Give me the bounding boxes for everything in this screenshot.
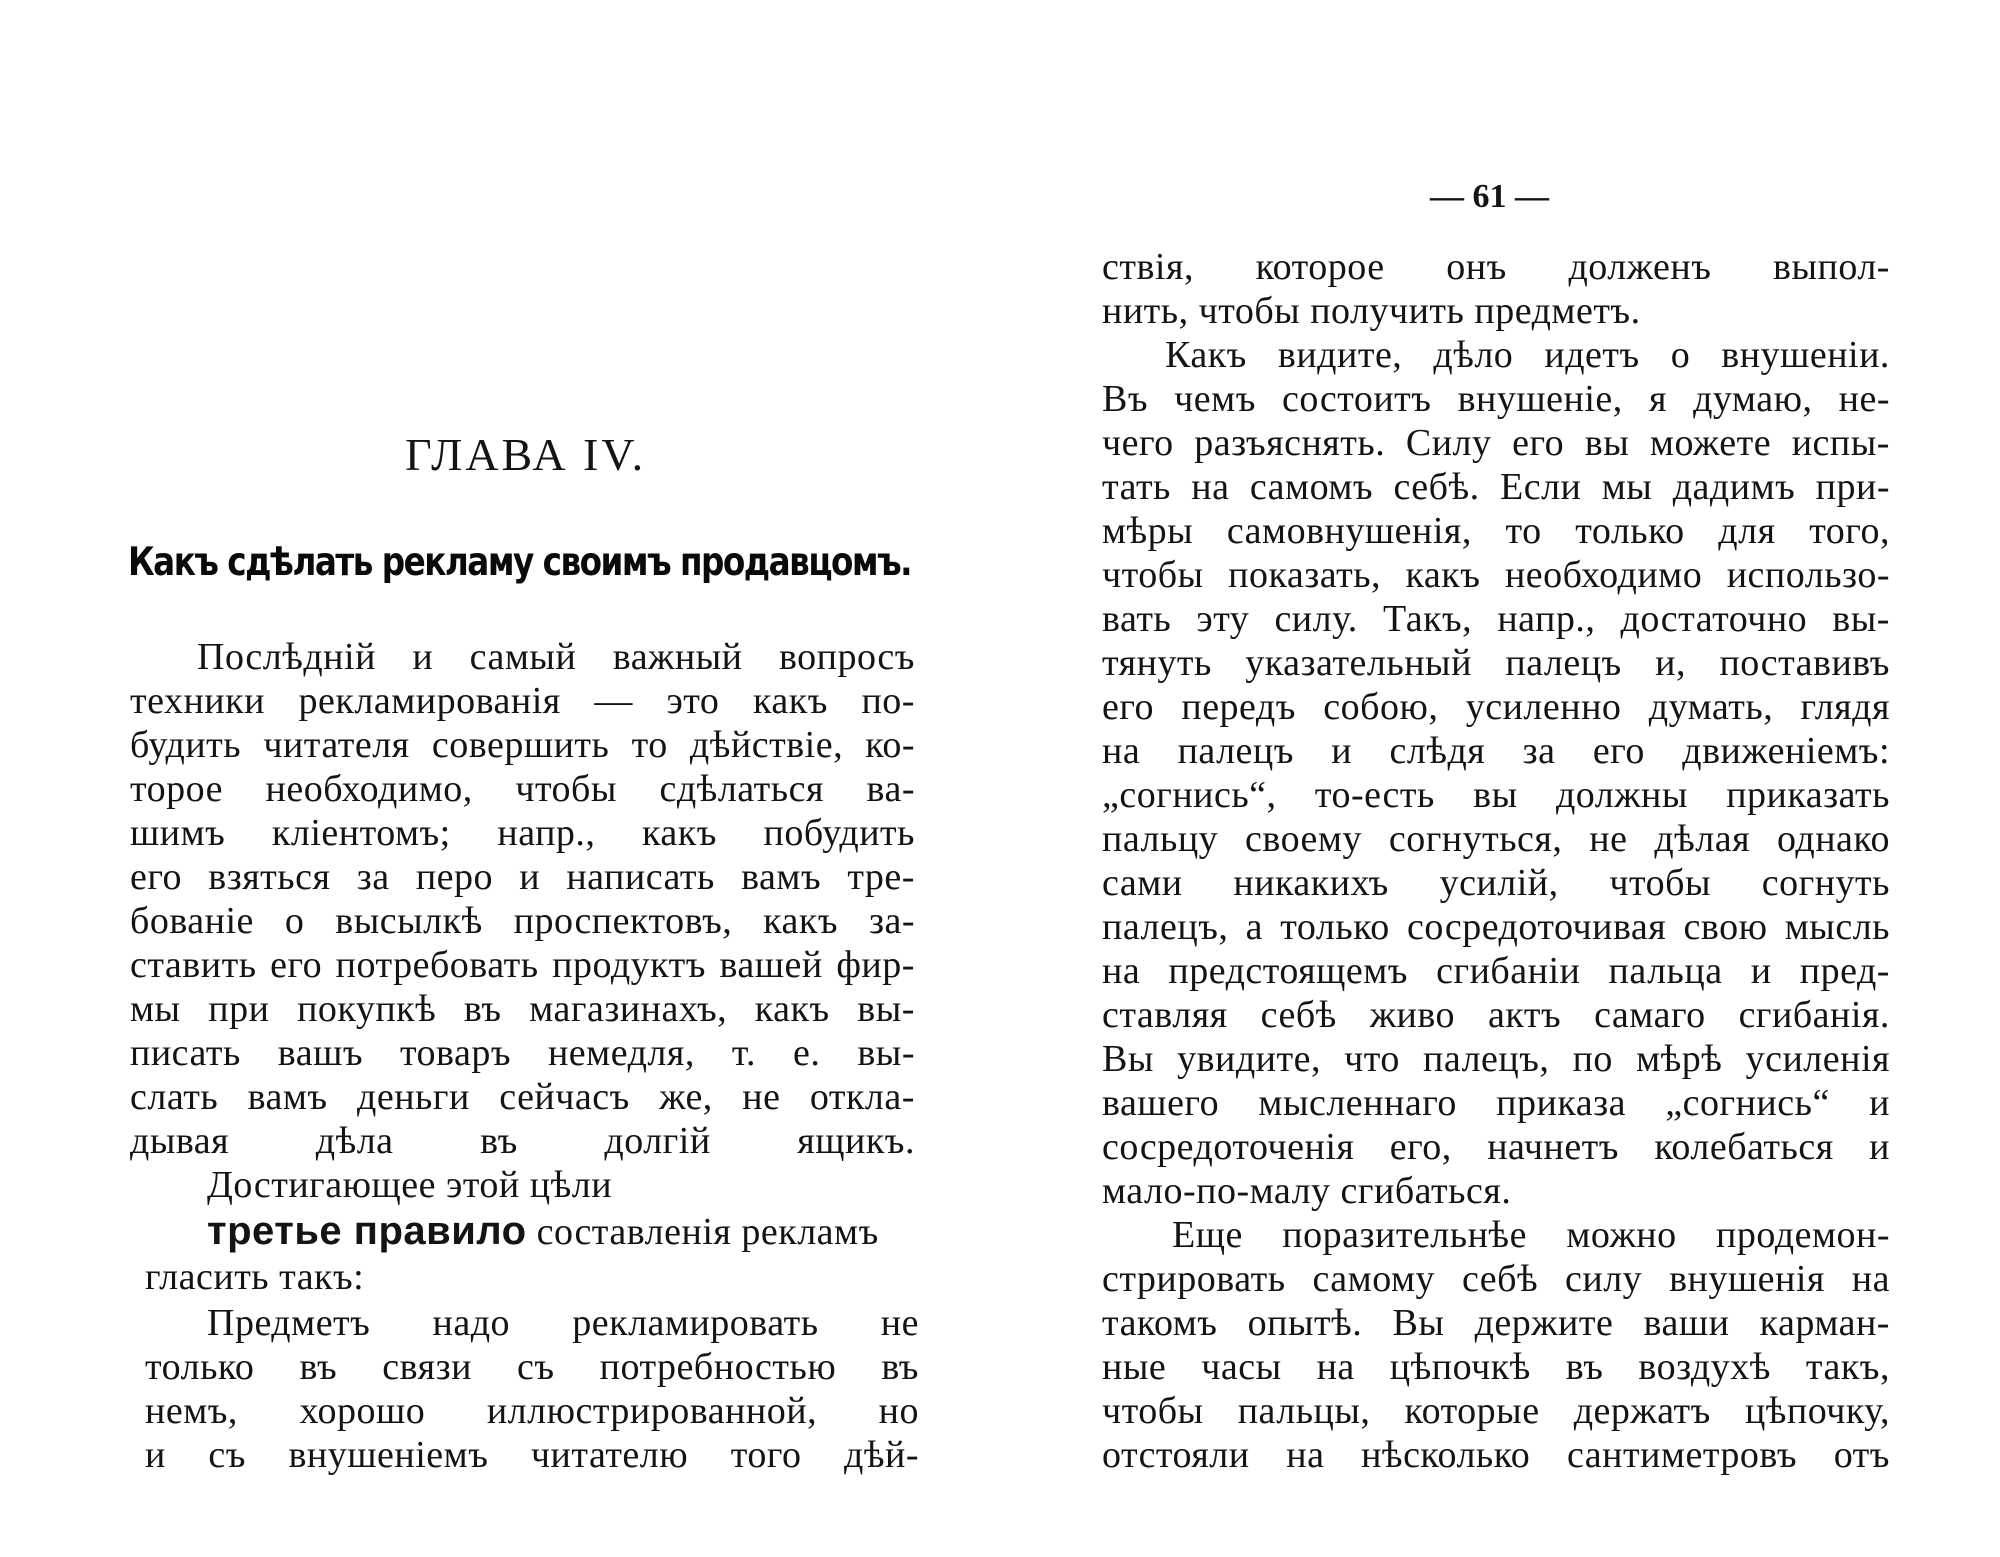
text-line: мы при покупкѣ въ магазинахъ, какъ вы-: [130, 988, 915, 1030]
text-line: чтобы пальцы, которые держатъ цѣпочку,: [1102, 1390, 1890, 1432]
text-line: стрировать самому себѣ силу внушенiя на: [1102, 1258, 1890, 1300]
text-line: мало-по-малу сгибаться.: [1102, 1170, 1512, 1212]
text-line: дывая дѣла въ долгiй ящикъ.: [130, 1120, 915, 1162]
text-line-goal: Достигающее этой цѣли: [207, 1164, 613, 1206]
chapter-heading: ГЛАВА IV.: [405, 429, 647, 480]
text-line: Предметъ надо рекламировать не: [207, 1302, 919, 1344]
text-line: „согнись“, то-есть вы должны приказать: [1102, 774, 1890, 816]
text-line: сами никакихъ усилiй, чтобы согнуть: [1102, 862, 1890, 904]
text-line-reads: гласить такъ:: [145, 1256, 365, 1298]
text-line: пальцу своему согнуться, не дѣлая однако: [1102, 818, 1890, 860]
text-line: чтобы показать, какъ необходимо использо-: [1102, 554, 1890, 596]
text-line: бованiе о высылкѣ проспектовъ, какъ за-: [130, 900, 915, 942]
text-line: на предстоящемъ сгибанiи пальца и пред-: [1102, 950, 1890, 992]
chapter-title: Какъ сдѣлать рекламу своимъ продавцомъ.: [128, 540, 912, 585]
text-line: и съ внушенiемъ читателю того дѣй-: [145, 1434, 919, 1476]
third-rule-label: третье правило: [207, 1209, 527, 1253]
page-number: — 61 —: [1430, 178, 1549, 215]
text-line: слать вамъ деньги сейчасъ же, не откла-: [130, 1076, 915, 1118]
text-line: тянуть указательный палецъ и, поставивъ: [1102, 642, 1890, 684]
text-line: шимъ клiентомъ; напр., какъ побудить: [130, 812, 915, 854]
text-line: такомъ опытѣ. Вы держите ваши карман-: [1102, 1302, 1890, 1344]
text-line: ные часы на цѣпочкѣ въ воздухѣ такъ,: [1102, 1346, 1890, 1388]
text-line: ставляя себѣ живо актъ самаго сгибанiя.: [1102, 994, 1890, 1036]
text-line: сосредоточенiя его, начнетъ колебаться и: [1102, 1126, 1890, 1168]
text-line: мѣры самовнушенiя, то только для того,: [1102, 510, 1890, 552]
text-line: чего разъяснять. Силу его вы можете испы-: [1102, 422, 1890, 464]
text-line: палецъ, а только сосредоточивая свою мысль: [1102, 906, 1890, 948]
text-line: ствiя, которое онъ долженъ выпол-: [1102, 246, 1890, 288]
text-line: вашего мысленнаго приказа „согнись“ и: [1102, 1082, 1890, 1124]
text-line: Послѣднiй и самый важный вопросъ: [197, 636, 915, 678]
text-line: тать на самомъ себѣ. Если мы дадимъ при-: [1102, 466, 1890, 508]
text-line: ставить его потребовать продуктъ вашей фир-: [130, 944, 915, 986]
third-rule-line: [207, 1209, 879, 1254]
text-line: писать вашъ товаръ немедля, т. е. вы-: [130, 1032, 915, 1074]
text-line: его передъ собою, усиленно думать, глядя: [1102, 686, 1890, 728]
text-line: будить читателя совершить то дѣйствiе, ко-: [130, 724, 915, 766]
text-line: техники рекламированiя — это какъ по-: [130, 680, 915, 722]
text-line: торое необходимо, чтобы сдѣлаться ва-: [130, 768, 915, 810]
text-line: Еще поразительнѣе можно продемон-: [1172, 1214, 1890, 1256]
text-line: только въ связи съ потребностью въ: [145, 1346, 919, 1388]
text-line: Вы увидите, что палецъ, по мѣрѣ усиленiя: [1102, 1038, 1890, 1080]
text-line: немъ, хорошо иллюстрированной, но: [145, 1390, 919, 1432]
text-line: Какъ видите, дѣло идетъ о внушенiи.: [1165, 334, 1890, 376]
text-line: вать эту силу. Такъ, напр., достаточно вы-: [1102, 598, 1890, 640]
text-line: Въ чемъ состоитъ внушенiе, я думаю, не-: [1102, 378, 1890, 420]
text-line: на палецъ и слѣдя за его движенiемъ:: [1102, 730, 1890, 772]
text-line: отстояли на нѣсколько сантиметровъ отъ: [1102, 1434, 1890, 1476]
third-rule-rest: составленiя рекламъ: [536, 1211, 879, 1253]
text-line: нить, чтобы получить предметъ.: [1102, 290, 1641, 332]
text-line: его взяться за перо и написать вамъ тре-: [130, 856, 915, 898]
